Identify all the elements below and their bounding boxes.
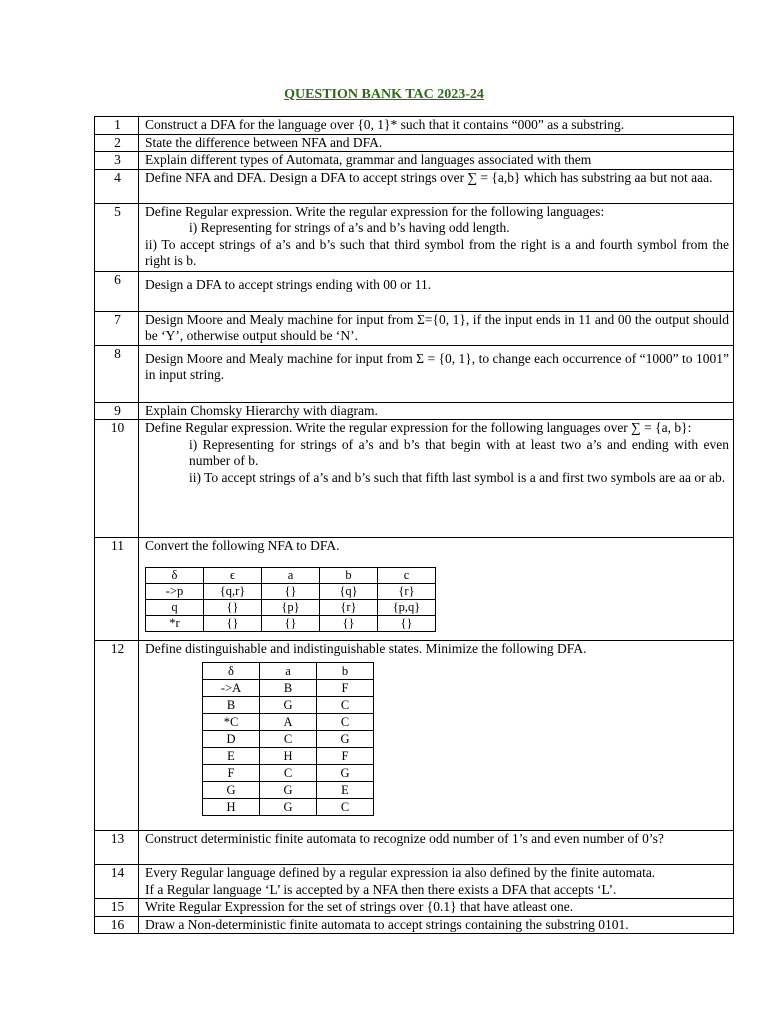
nfa-table-cell: {p,q} [378, 599, 436, 615]
table-row [95, 538, 734, 641]
question-text: Construct deterministic finite automata to recognize odd number of 1’s and even number of 0’s? [139, 831, 734, 865]
nfa-table-cell: ->p [146, 583, 204, 599]
dfa-table-cell: *C [203, 713, 260, 730]
dfa-table-cell: G [203, 781, 260, 798]
nfa-table-row [146, 615, 436, 631]
dfa-table-row [203, 696, 374, 713]
dfa-table-cell: B [203, 696, 260, 713]
dfa-table-row [203, 713, 374, 730]
question-number: 6 [95, 271, 139, 311]
dfa-table-cell: E [203, 747, 260, 764]
nfa-table-cell: δ [146, 567, 204, 583]
question-subpart: ii) To accept strings of a’s and b’s such that fifth last symbol is a and first two symbols are aa or ab. [189, 469, 726, 485]
dfa-table-row [203, 798, 374, 815]
dfa-transition-table [202, 662, 374, 816]
table-row [95, 899, 734, 917]
nfa-table-cell: {} [262, 583, 320, 599]
nfa-table-row [146, 583, 436, 599]
table-row [95, 420, 734, 538]
question-number: 3 [95, 152, 139, 170]
dfa-table-cell: ->A [203, 679, 260, 696]
question-number: 16 [95, 916, 139, 934]
dfa-table-cell: G [317, 764, 374, 781]
question-number: 10 [95, 420, 139, 538]
nfa-table-cell: {} [262, 615, 320, 631]
question-text: Define Regular expression. Write the regular expression for the following languages over ∑ = {a, b}: [145, 420, 692, 435]
table-row [95, 271, 734, 311]
nfa-table-row [146, 599, 436, 615]
dfa-table-cell: H [203, 798, 260, 815]
question-table [94, 116, 734, 934]
dfa-table-cell: F [317, 747, 374, 764]
question-cell [139, 203, 734, 271]
question-text: Explain different types of Automata, grammar and languages associated with them [139, 152, 734, 170]
question-number: 1 [95, 117, 139, 135]
question-text: Write Regular Expression for the set of strings over {0.1} that have atleast one. [139, 899, 734, 917]
dfa-table-cell: B [260, 679, 317, 696]
nfa-table-cell: {q} [320, 583, 378, 599]
table-row [95, 117, 734, 135]
table-row [95, 152, 734, 170]
question-number: 8 [95, 345, 139, 402]
nfa-table-cell: {p} [262, 599, 320, 615]
question-text: Define Regular expression. Write the regular expression for the following languages: [145, 203, 605, 219]
question-cell [139, 641, 734, 831]
dfa-table-cell: a [260, 662, 317, 679]
table-row [95, 203, 734, 271]
table-row [95, 134, 734, 152]
dfa-table-cell: A [260, 713, 317, 730]
question-number: 9 [95, 402, 139, 420]
dfa-table-row [203, 679, 374, 696]
dfa-table-cell: F [203, 764, 260, 781]
table-row [95, 402, 734, 420]
question-number: 7 [95, 311, 139, 345]
question-subpart: ii) To accept strings of a’s and b’s such that third symbol from the right is a and fourth symbol from the right is b. [145, 236, 729, 268]
table-row [95, 831, 734, 865]
question-text: Design Moore and Mealy machine for input from Σ = {0, 1}, to change each occurrence of “1000” to 1001” in input string. [145, 350, 729, 382]
nfa-table-cell: b [320, 567, 378, 583]
dfa-table-cell: G [260, 781, 317, 798]
dfa-table-cell: C [317, 798, 374, 815]
question-text: Construct a DFA for the language over {0, 1}* such that it contains “000” as a substring. [139, 117, 734, 135]
dfa-table-cell: b [317, 662, 374, 679]
question-text: Define NFA and DFA. Design a DFA to accept strings over ∑ = {a,b} which has substring aa but not aaa. [139, 169, 734, 203]
question-number: 5 [95, 203, 139, 271]
dfa-table-cell: G [317, 730, 374, 747]
question-number: 13 [95, 831, 139, 865]
question-number: 4 [95, 169, 139, 203]
dfa-table-row [203, 781, 374, 798]
dfa-table-cell: δ [203, 662, 260, 679]
dfa-table-row [203, 764, 374, 781]
nfa-table-cell: c [378, 567, 436, 583]
nfa-table-cell: {} [320, 615, 378, 631]
table-row [95, 641, 734, 831]
dfa-table-row [203, 747, 374, 764]
nfa-table-cell: ϵ [204, 567, 262, 583]
dfa-table-cell: G [260, 798, 317, 815]
table-row [95, 311, 734, 345]
dfa-table-cell: H [260, 747, 317, 764]
question-number: 2 [95, 134, 139, 152]
nfa-table-cell: {} [204, 599, 262, 615]
question-cell [139, 345, 734, 402]
question-text: Design Moore and Mealy machine for input from Σ={0, 1}, if the input ends in 11 and 00 the output should be ‘Y’, otherwise output should be ‘N’. [139, 311, 734, 345]
page-title: QUESTION BANK TAC 2023-24 [284, 87, 484, 102]
nfa-table-cell: *r [146, 615, 204, 631]
dfa-table-cell: G [260, 696, 317, 713]
dfa-table-cell: D [203, 730, 260, 747]
question-text: Draw a Non-deterministic finite automata to accept strings containing the substring 0101. [139, 916, 734, 934]
question-cell [139, 420, 734, 538]
nfa-table-cell: q [146, 599, 204, 615]
question-cell [139, 538, 734, 641]
dfa-table-cell: C [317, 713, 374, 730]
nfa-table-cell: {} [204, 615, 262, 631]
question-text: Convert the following NFA to DFA. [145, 538, 340, 553]
question-text: Every Regular language defined by a regular expression ia also defined by the finite automata. [145, 865, 656, 880]
table-row [95, 916, 734, 934]
nfa-table-cell: {r} [378, 583, 436, 599]
question-cell [139, 865, 734, 899]
question-cell [139, 271, 734, 311]
question-text: Design a DFA to accept strings ending with 00 or 11. [145, 276, 432, 292]
nfa-table-cell: {q,r} [204, 583, 262, 599]
dfa-table-cell: C [260, 730, 317, 747]
question-subpart: i) Representing for strings of a’s and b’s that begin with at least two a’s and ending with even number of b. [189, 436, 729, 468]
question-text: Explain Chomsky Hierarchy with diagram. [139, 402, 734, 420]
table-row [95, 169, 734, 203]
nfa-transition-table [145, 567, 436, 632]
dfa-table-cell: C [317, 696, 374, 713]
dfa-table-row [203, 730, 374, 747]
nfa-table-row [146, 567, 436, 583]
question-subpart: i) Representing for strings of a’s and b’s having odd length. [189, 220, 510, 235]
nfa-table-cell: a [262, 567, 320, 583]
question-text: State the difference between NFA and DFA. [139, 134, 734, 152]
dfa-table-cell: F [317, 679, 374, 696]
dfa-table-row [203, 662, 374, 679]
question-number: 11 [95, 538, 139, 641]
dfa-table-cell: E [317, 781, 374, 798]
table-row [95, 865, 734, 899]
question-text: Define distinguishable and indistinguishable states. Minimize the following DFA. [145, 641, 587, 656]
question-number: 14 [95, 865, 139, 899]
dfa-table-cell: C [260, 764, 317, 781]
nfa-table-cell: {r} [320, 599, 378, 615]
question-number: 12 [95, 641, 139, 831]
table-row [95, 345, 734, 402]
nfa-table-cell: {} [378, 615, 436, 631]
question-number: 15 [95, 899, 139, 917]
question-text: If a Regular language ‘L’ is accepted by a NFA then there exists a DFA that accepts ‘L’. [145, 881, 617, 897]
